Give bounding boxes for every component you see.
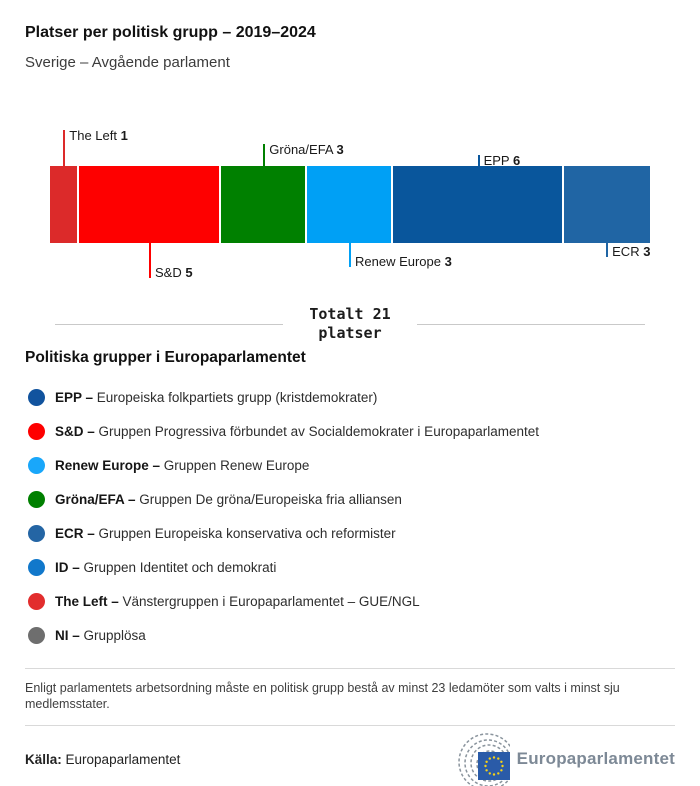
divider-line-right	[417, 324, 645, 325]
callout-seat-count: 3	[336, 142, 344, 157]
page-subtitle: Sverige – Avgående parlament	[25, 54, 230, 71]
source-value: Europaparlamentet	[65, 751, 181, 767]
footer	[25, 732, 675, 786]
legend-label	[55, 526, 396, 541]
legend-group-abbr: NI –	[55, 627, 84, 643]
total-seats-label	[283, 305, 416, 343]
callout-label-renew-europe	[355, 254, 452, 269]
legend-group-desc: Gruppen De gröna/Europeiska fria alliansen	[139, 491, 402, 507]
legend-group-abbr: EPP –	[55, 389, 97, 405]
source	[25, 752, 180, 767]
stacked-bar	[50, 166, 650, 243]
legend-group-desc: Europeiska folkpartiets grupp (kristdemokrater)	[96, 389, 378, 405]
divider-line-left	[55, 324, 283, 325]
legend-group-desc: Gruppen Identitet och demokrati	[83, 559, 277, 575]
callout-label-epp	[484, 153, 521, 168]
legend-group-abbr: S&D –	[55, 423, 99, 439]
callout-group-name: Gröna/EFA	[269, 142, 337, 157]
total-seats-line2: platser	[318, 324, 382, 342]
legend-label	[55, 628, 146, 643]
callout-line-the-left	[63, 130, 65, 166]
legend-group-abbr: ID –	[55, 559, 84, 575]
legend-item-gr-na-efa	[25, 482, 675, 516]
callout-group-name: Renew Europe	[355, 254, 445, 269]
legend-dot-id	[28, 559, 45, 576]
legend-item-s-d	[25, 414, 675, 448]
legend-group-desc: Gruppen Renew Europe	[163, 457, 310, 473]
callout-seat-count: 3	[643, 244, 651, 259]
callout-line-s-d	[149, 243, 151, 278]
callout-label-the-left	[69, 128, 128, 143]
source-label: Källa:	[25, 751, 62, 767]
legend-group-abbr: Renew Europe –	[55, 457, 164, 473]
legend-label	[55, 390, 377, 405]
legend-label	[55, 492, 402, 507]
footnote-text: Enligt parlamentets arbetsordning måste en politisk grupp bestå av minst 23 ledamöter som valts i minst sju medlemsstater.	[25, 681, 620, 711]
callout-label-s-d	[155, 265, 193, 280]
bar-segment-epp[interactable]	[393, 166, 564, 243]
callout-label-ecr	[612, 244, 650, 259]
legend-dot-gr-na-efa	[28, 491, 45, 508]
eu-flag	[478, 752, 510, 780]
bar-segment-gr-na-efa[interactable]	[221, 166, 307, 243]
callout-seat-count: 5	[185, 265, 193, 280]
total-seats-line1: Totalt 21	[309, 305, 391, 323]
legend-dot-ni	[28, 627, 45, 644]
legend-label	[55, 424, 539, 439]
legend-item-the-left	[25, 584, 675, 618]
bar-segment-the-left[interactable]	[50, 166, 79, 243]
legend-group-desc: Gruppen Europeiska konservativa och reformister	[98, 525, 396, 541]
legend-group-abbr: Gröna/EFA –	[55, 491, 140, 507]
total-divider	[55, 305, 645, 343]
page-title: Platser per politisk grupp – 2019–2024	[25, 24, 316, 41]
ep-hemicycle-icon	[444, 732, 510, 786]
callout-line-ecr	[606, 243, 608, 257]
legend-label	[55, 594, 420, 609]
callout-group-name: S&D	[155, 265, 186, 280]
legend-dot-renew-europe	[28, 457, 45, 474]
bar-segment-s-d[interactable]	[79, 166, 222, 243]
bar-segment-ecr[interactable]	[564, 166, 650, 243]
legend-group-desc: Grupplösa	[83, 627, 146, 643]
legend-heading: Politiska grupper i Europaparlamentet	[25, 349, 306, 366]
legend-dot-epp	[28, 389, 45, 406]
footnote	[25, 668, 675, 726]
seats-bar-chart	[25, 121, 675, 289]
legend-item-id	[25, 550, 675, 584]
legend-group-abbr: The Left –	[55, 593, 123, 609]
callout-line-gr-na-efa	[263, 144, 265, 166]
callout-seat-count: 3	[444, 254, 452, 269]
callout-seat-count: 6	[512, 153, 521, 168]
ep-logo	[444, 732, 675, 786]
callout-seat-count: 1	[120, 128, 128, 143]
legend-group-desc: Gruppen Progressiva förbundet av Socialdemokrater i Europaparlamentet	[98, 423, 540, 439]
callout-line-renew-europe	[349, 243, 351, 267]
legend-group-abbr: ECR –	[55, 525, 99, 541]
legend-dot-ecr	[28, 525, 45, 542]
callout-label-gr-na-efa	[269, 142, 343, 157]
legend-label	[55, 560, 276, 575]
legend-item-ecr	[25, 516, 675, 550]
callout-line-epp	[478, 155, 480, 166]
legend-item-ni	[25, 618, 675, 652]
legend-item-renew-europe	[25, 448, 675, 482]
ep-logo-text: Europaparlamentet	[516, 749, 675, 768]
legend-label	[55, 458, 309, 473]
legend-group-desc: Vänstergruppen i Europaparlamentet – GUE/NGL	[122, 593, 420, 609]
legend-dot-s-d	[28, 423, 45, 440]
callout-group-name: EPP	[483, 153, 513, 168]
legend-dot-the-left	[28, 593, 45, 610]
callout-group-name: ECR	[612, 244, 644, 259]
callout-group-name: The Left	[69, 128, 121, 143]
legend-item-epp	[25, 380, 675, 414]
legend-list	[25, 380, 675, 652]
bar-segment-renew-europe[interactable]	[307, 166, 393, 243]
